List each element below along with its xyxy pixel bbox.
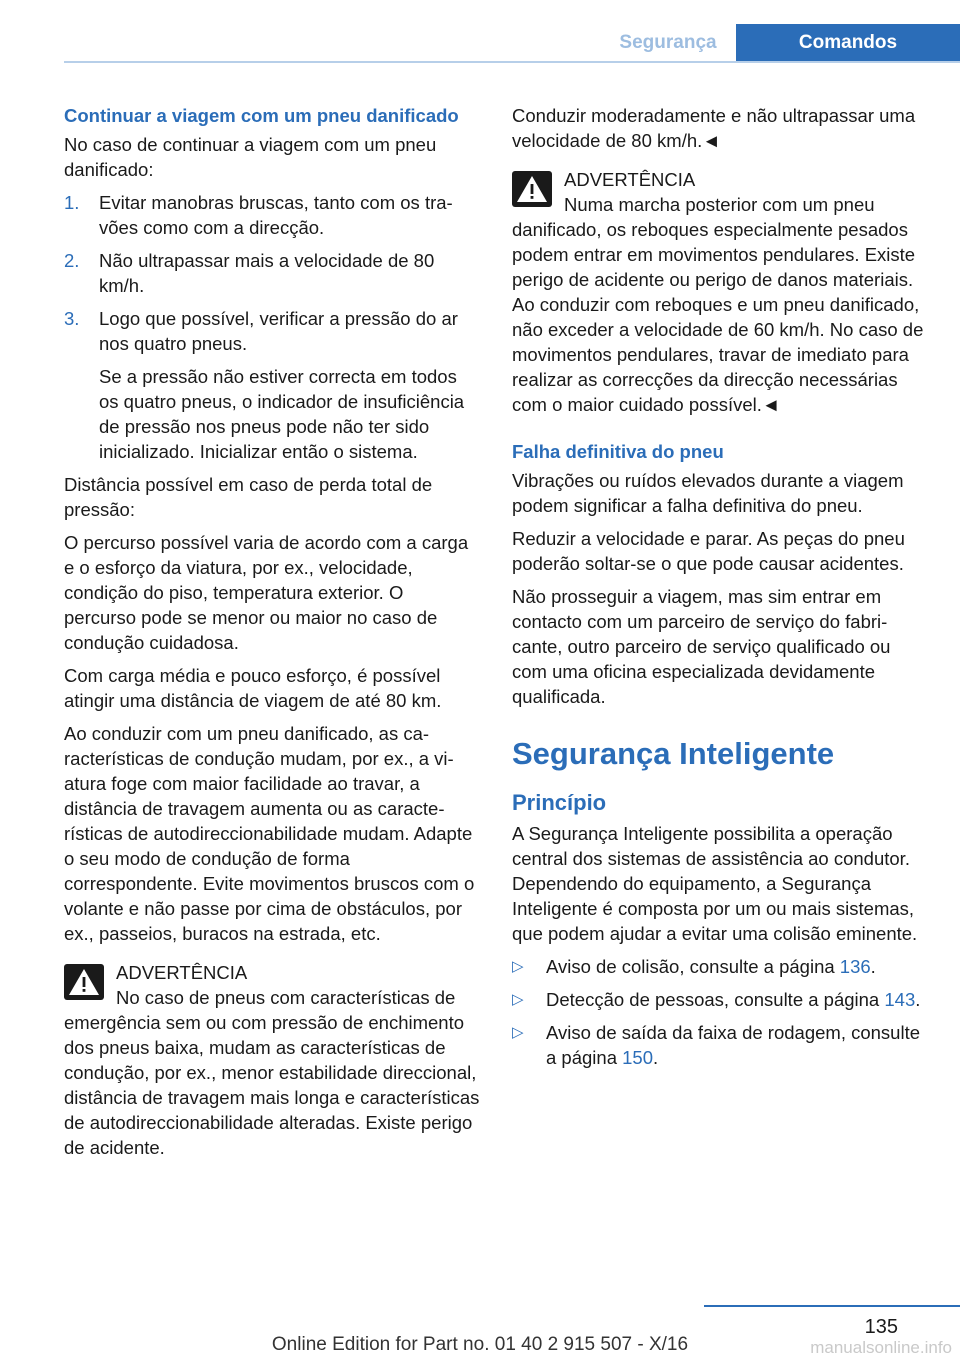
triangle-bullet-icon: ▷ — [512, 958, 524, 975]
paragraph: Reduzir a velocidade e parar. As peças do pneu poderão soltar-se o que pode causar acidentes. — [512, 528, 905, 574]
paragraph: O percurso possível varia de acordo com a carga e o esforço da viatura, por ex., velocidade, condição do piso, temperatura exterior. O percurso pode se menor ou maior no caso de condução cuidadosa. — [64, 532, 469, 653]
page-link[interactable]: 150 — [622, 1047, 653, 1068]
list-item — [64, 306, 480, 464]
list-item-text: Evitar manobras bruscas, tanto com os travões como com a direcção. — [99, 192, 453, 238]
header-divider — [64, 61, 960, 63]
page-number: 135 — [864, 1316, 898, 1338]
list-item — [64, 248, 480, 298]
paragraph: No caso de continuar a viagem com um pneu danificado: — [64, 134, 437, 180]
section-tab[interactable]: Segurança — [619, 32, 717, 53]
punctuation: . — [870, 956, 876, 977]
right-column — [512, 103, 926, 1078]
edition-footer: Online Edition for Part no. 01 40 2 915 507 - X/16 — [271, 1334, 689, 1355]
warning-title: ADVERTÊNCIA — [116, 962, 248, 983]
numbered-list — [64, 190, 480, 464]
subsection-heading: Princípio — [512, 790, 607, 815]
section-heading: Falha definitiva do pneu — [512, 441, 724, 462]
list-item-note: Se a pressão não estiver correcta em todos os quatro pneus, o indicador de insuficiência de pressão nos pneus pode não ter sido inicializado. Inicializar então o sistema. — [99, 366, 465, 462]
list-item-text: Não ultrapassar mais a velocidade de 80 km/h. — [99, 250, 435, 296]
page-header — [0, 0, 960, 62]
list-item — [512, 987, 926, 1012]
left-column — [64, 103, 480, 1168]
list-item-text: Aviso de colisão, consulte a página — [546, 956, 840, 977]
page-link[interactable]: 143 — [884, 989, 916, 1010]
list-number: 2. — [64, 250, 80, 271]
list-item-text: Detecção de pessoas, consulte a página — [546, 989, 885, 1010]
bullet-list — [512, 954, 926, 1070]
chapter-tab[interactable]: Comandos — [736, 24, 960, 62]
list-item-text: Aviso de saída da faixa de rodagem, consulte a página — [546, 1022, 921, 1068]
paragraph: Não prosseguir a viagem, mas sim entrar em contacto com um parceiro de serviço do fabricante, outro parceiro de serviço qualificado ou com uma oficina especializada devidamente qualificada. — [512, 586, 891, 707]
paragraph: Vibrações ou ruídos elevados durante a viagem podem significar a falha definitiva do pneu. — [512, 470, 904, 516]
warning-box — [512, 167, 926, 417]
triangle-bullet-icon: ▷ — [512, 1024, 524, 1041]
list-item — [512, 1020, 926, 1070]
warning-box — [64, 960, 480, 1160]
list-item-text: Logo que possível, verificar a pressão do ar nos quatro pneus. — [99, 308, 458, 354]
triangle-bullet-icon: ▷ — [512, 991, 524, 1008]
warning-text: Numa marcha posterior com um pneu danificado, os reboques especialmente pesados podem entrar em movimentos pendulares. Existe perigo de acidente ou perigo de danos materiais. Ao conduzir com reboques e um pneu danificado, não exceder a velocidade de 60 km/h. No caso de movimentos pendulares, travar de imediato para realizar as correcções da direcção necessárias com o maior cuidado possível.◄ — [512, 194, 924, 415]
section-heading: Continuar a viagem com um pneu danificado — [64, 105, 459, 126]
watermark: manualsonline.info — [810, 1338, 952, 1357]
list-number: 3. — [64, 308, 80, 329]
punctuation: . — [915, 989, 921, 1010]
warning-title: ADVERTÊNCIA — [564, 169, 696, 190]
paragraph: A Segurança Inteligente possibilita a operação central dos sistemas de assistência ao condutor. Dependendo do equipamento, a Segurança Inteligente é composta por um ou mais sistemas, que podem ajudar a evitar uma colisão eminente. — [512, 823, 918, 944]
list-item — [64, 190, 480, 240]
warning-icon — [64, 964, 104, 1000]
paragraph: Conduzir moderadamente e não ultrapassar uma velocidade de 80 km/h.◄ — [512, 105, 916, 151]
chapter-heading: Segurança Inteligente — [512, 736, 835, 771]
punctuation: . — [653, 1047, 659, 1068]
warning-text: No caso de pneus com características de emergência sem ou com pressão de enchimento dos pneus baixa, mudam as características de condução, por ex., menor estabilidade direccional, distância de travagem mais longa e características de autodireccionabilidade alteradas. Existe perigo de acidente. — [64, 987, 480, 1158]
list-item — [512, 954, 926, 979]
warning-icon — [512, 171, 552, 207]
paragraph: Com carga média e pouco esforço, é possível atingir uma distância de viagem de até 80 km. — [64, 665, 442, 711]
page-link[interactable]: 136 — [839, 956, 871, 977]
paragraph: Distância possível em caso de perda total de pressão: — [64, 474, 433, 520]
footer-divider — [704, 1305, 960, 1307]
paragraph: Ao conduzir com um pneu danificado, as características de condução mudam, por ex., a viatura foge com maior facilidade ao travar, a distância de travagem aumenta ou as características de autodireccionabilidade mudam. Adapte o seu modo de condução de forma correspondente. Evite movimentos bruscos com o volante e não passe por cima de obstáculos, por ex., passeios, buracos na estrada, etc. — [64, 723, 475, 944]
list-number: 1. — [64, 192, 80, 213]
